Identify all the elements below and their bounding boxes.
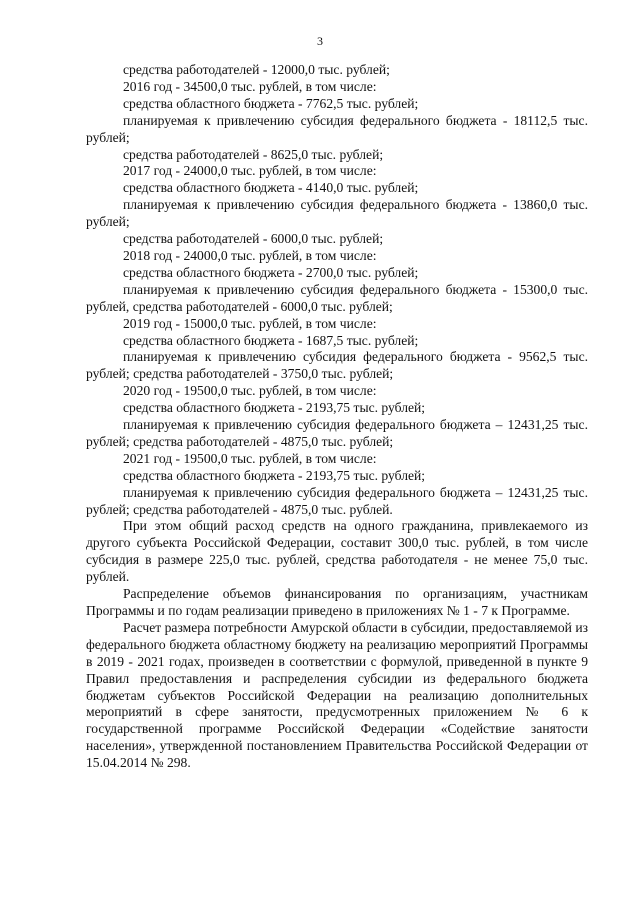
paragraph: средства областного бюджета - 2193,75 тыс. рублей; xyxy=(123,400,426,416)
paragraph: средства областного бюджета - 2700,0 тыс. рублей; xyxy=(123,264,419,280)
paragraph: средства областного бюджета - 7762,5 тыс. рублей; xyxy=(123,95,419,111)
paragraph: планируемая к привлечению субсидия федерального бюджета - 13860,0 тыс. рублей; xyxy=(86,197,588,230)
document-body xyxy=(86,62,588,772)
paragraph: средства областного бюджета - 4140,0 тыс. рублей; xyxy=(123,180,419,196)
paragraph: 2018 год - 24000,0 тыс. рублей, в том числе: xyxy=(123,247,377,263)
paragraph: При этом общий расход средств на одного гражданина, привлекаемого из другого субъекта Российской Федерации, составит 300,0 тыс. рублей, в том числе субсидия в размере 225,0 тыс. рублей, средства работодателя - не менее 75,0 тыс. рублей. xyxy=(86,518,588,585)
paragraph: 2020 год - 19500,0 тыс. рублей, в том числе: xyxy=(123,383,377,399)
paragraph: планируемая к привлечению субсидия федерального бюджета – 12431,25 тыс. рублей; средства работодателей - 4875,0 тыс. рублей; xyxy=(86,417,588,449)
page-number: 3 xyxy=(317,34,323,48)
paragraph: средства работодателей - 8625,0 тыс. рублей; xyxy=(123,146,384,162)
paragraph: Расчет размера потребности Амурской области в субсидии, предоставляемой из федерального бюджета областному бюджету на реализацию мероприятий Программы в 2019 - 2021 годах, произведен в соответствии с формулой, приведенной в пункте 9 Правил предоставления и распределения субсидии из федерального бюджета бюджетам субъектов Российской Федерации на реализацию дополнительных мероприятий в сфере занятости, предусмотренных приложением № 6 к государственной программе Российской Федерации «Содействие занятости населения», утвержденной постановлением Правительства Российской Федерации от 15.04.2014 № 298. xyxy=(86,619,588,771)
paragraph: средства областного бюджета - 1687,5 тыс. рублей; xyxy=(123,332,419,348)
paragraph: средства работодателей - 6000,0 тыс. рублей; xyxy=(123,231,384,247)
paragraph: планируемая к привлечению субсидия федерального бюджета - 9562,5 тыс. рублей; средства работодателей - 3750,0 тыс. рублей; xyxy=(86,349,588,382)
paragraph: средства областного бюджета - 2193,75 тыс. рублей; xyxy=(123,467,426,483)
paragraph: средства работодателей - 12000,0 тыс. рублей; xyxy=(123,62,390,77)
paragraph: 2016 год - 34500,0 тыс. рублей, в том числе: xyxy=(123,78,377,94)
paragraph: 2021 год - 19500,0 тыс. рублей, в том числе: xyxy=(123,450,377,466)
paragraph: планируемая к привлечению субсидия федерального бюджета – 12431,25 тыс. рублей; средства работодателей - 4875,0 тыс. рублей. xyxy=(86,484,588,517)
paragraph: планируемая к привлечению субсидия федерального бюджета - 15300,0 тыс. рублей, средства работодателей - 6000,0 тыс. рублей; xyxy=(86,281,588,314)
paragraph: 2017 год - 24000,0 тыс. рублей, в том числе: xyxy=(123,163,377,179)
paragraph: планируемая к привлечению субсидия федерального бюджета - 18112,5 тыс. рублей; xyxy=(86,112,588,145)
paragraph: Распределение объемов финансирования по организациям, участникам Программы и по годам реализации приведено в приложениях № 1 - 7 к Программе. xyxy=(86,586,588,618)
paragraph: 2019 год - 15000,0 тыс. рублей, в том числе: xyxy=(123,315,377,331)
